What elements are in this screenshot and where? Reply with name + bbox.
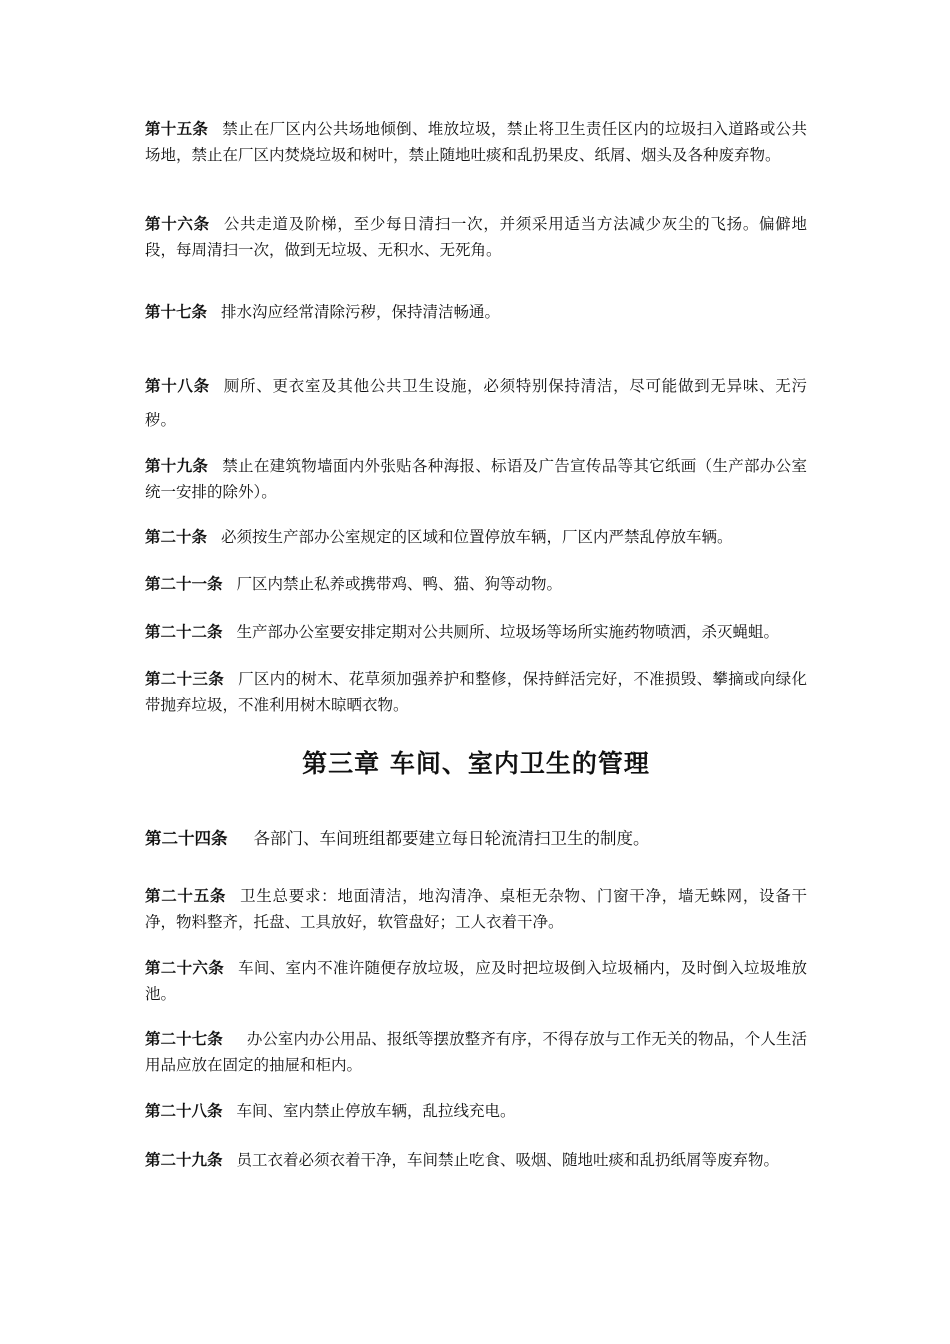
chapter-heading: 第三章 车间、室内卫生的管理	[302, 749, 650, 778]
article-text: 车间、室内不准许随便存放垃圾，应及时把垃圾倒入垃圾桶内，及时倒入垃圾堆放池。	[145, 959, 807, 1003]
article-20	[145, 524, 807, 550]
article-15	[145, 116, 807, 168]
article-number: 第二十七条	[145, 1029, 223, 1048]
article-text: 厕所、更衣室及其他公共卫生设施，必须特别保持清洁，尽可能做到无异味、无污秽。	[145, 377, 807, 429]
article-18	[145, 369, 807, 437]
article-text: 排水沟应经常清除污秽，保持清洁畅通。	[221, 303, 501, 321]
article-text: 必须按生产部办公室规定的区域和位置停放车辆，厂区内严禁乱停放车辆。	[221, 528, 733, 546]
article-number: 第二十条	[145, 527, 208, 546]
article-text: 厂区内禁止私养或携带鸡、鸭、猫、狗等动物。	[236, 575, 563, 593]
article-text: 卫生总要求：地面清洁，地沟清净、桌柜无杂物、门窗干净，墙无蛛网，设备干净，物料整齐，托盘、工具放好，软管盘好；工人衣着干净。	[145, 887, 807, 931]
article-number: 第十五条	[145, 119, 209, 138]
article-21	[145, 571, 807, 597]
article-text: 生产部办公室要安排定期对公共厕所、垃圾场等场所实施药物喷洒，杀灭蝇蛆。	[236, 623, 780, 641]
article-19	[145, 453, 807, 505]
article-text: 员工衣着必须衣着干净，车间禁止吃食、吸烟、随地吐痰和乱扔纸屑等废弃物。	[236, 1151, 780, 1169]
article-17	[145, 299, 807, 325]
article-text: 办公室内办公用品、报纸等摆放整齐有序，不得存放与工作无关的物品，个人生活用品应放在固定的抽屉和柜内。	[145, 1030, 807, 1074]
article-number: 第二十九条	[145, 1150, 223, 1169]
article-number: 第十七条	[145, 302, 208, 321]
article-text: 禁止在厂区内公共场地倾倒、堆放垃圾，禁止将卫生责任区内的垃圾扫入道路或公共场地，禁止在厂区内焚烧垃圾和树叶，禁止随地吐痰和乱扔果皮、纸屑、烟头及各种废弃物。	[145, 120, 807, 164]
article-16	[145, 211, 807, 263]
article-25	[145, 883, 807, 935]
article-text: 公共走道及阶梯，至少每日清扫一次，并须采用适当方法减少灰尘的飞扬。偏僻地段，每周清扫一次，做到无垃圾、无积水、无死角。	[145, 215, 807, 259]
article-number: 第十六条	[145, 214, 210, 233]
article-number: 第二十八条	[145, 1101, 223, 1120]
article-text: 各部门、车间班组都要建立每日轮流清扫卫生的制度。	[253, 829, 650, 848]
article-number: 第十八条	[145, 376, 210, 395]
article-number: 第二十五条	[145, 886, 227, 905]
article-23	[145, 666, 807, 718]
article-29	[145, 1147, 807, 1173]
article-26	[145, 955, 807, 1007]
article-number: 第二十二条	[145, 622, 223, 641]
article-22	[145, 619, 807, 645]
article-28	[145, 1098, 807, 1124]
article-24	[145, 826, 807, 852]
article-number: 第二十四条	[145, 829, 228, 848]
article-number: 第二十三条	[145, 669, 225, 688]
article-27	[145, 1026, 807, 1078]
article-number: 第二十六条	[145, 958, 225, 977]
article-number: 第二十一条	[145, 574, 223, 593]
article-text: 厂区内的树木、花草须加强养护和整修，保持鲜活完好，不准损毁、攀摘或向绿化带抛弃垃圾，不准利用树木晾晒衣物。	[145, 670, 807, 714]
article-text: 车间、室内禁止停放车辆，乱拉线充电。	[236, 1102, 516, 1120]
article-text: 禁止在建筑物墙面内外张贴各种海报、标语及广告宣传品等其它纸画（生产部办公室统一安排的除外）。	[145, 457, 807, 501]
article-number: 第十九条	[145, 456, 209, 475]
